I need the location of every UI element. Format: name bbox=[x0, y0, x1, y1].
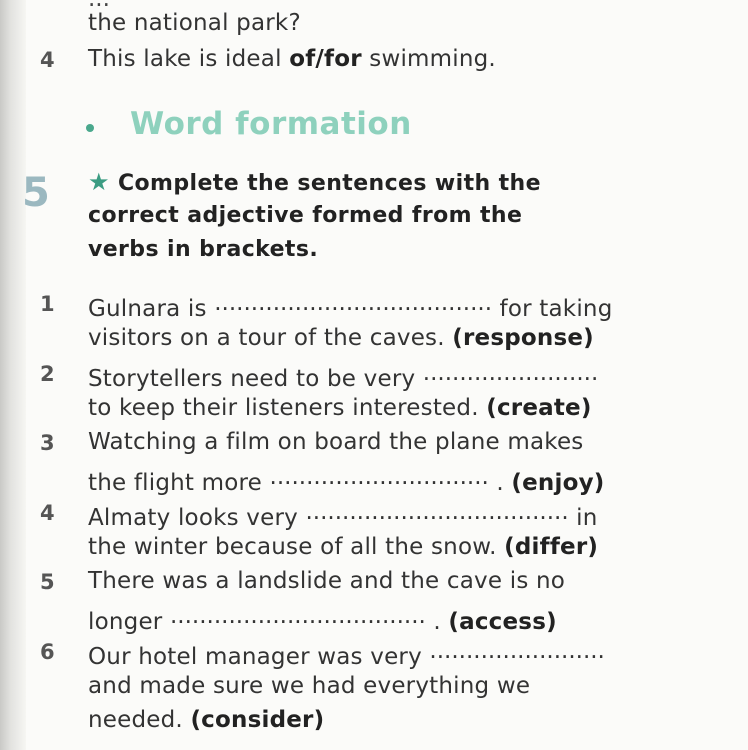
sentence-3-mid: . bbox=[488, 470, 512, 496]
prev-item-text: the national park? bbox=[88, 10, 301, 36]
sentence-5-word: (access) bbox=[448, 609, 557, 635]
sentence-6-number: 6 bbox=[40, 640, 55, 664]
exercise-number: 5 bbox=[22, 170, 50, 216]
prev-item-line bbox=[88, 10, 301, 36]
sentence-6-word: (consider) bbox=[190, 707, 325, 733]
answer-blank-2[interactable]: ........................ bbox=[422, 360, 599, 386]
sentence-2-number: 2 bbox=[40, 362, 55, 386]
sentence-6-line-3 bbox=[88, 707, 324, 733]
sentence-5-mid: . bbox=[425, 609, 449, 635]
sentence-3-line-2 bbox=[88, 464, 605, 496]
sentence-5-number: 5 bbox=[40, 570, 55, 594]
sentence-3-line-1 bbox=[88, 429, 583, 455]
instruction-line-1 bbox=[88, 168, 541, 196]
sentence-4-text-2: the winter because of all the snow. bbox=[88, 534, 497, 560]
sentence-2-text-2: to keep their listeners interested. bbox=[88, 395, 479, 421]
sentence-3-text-1: Watching a film on board the plane makes bbox=[88, 429, 584, 455]
sentence-3-pre: the flight more bbox=[88, 470, 270, 496]
sentence-5-line-2 bbox=[88, 603, 557, 635]
section-title: Word formation bbox=[130, 106, 412, 142]
prev-item-4 bbox=[88, 46, 496, 72]
sentence-6-line-1 bbox=[88, 638, 605, 670]
sentence-4-word: (differ) bbox=[504, 534, 599, 560]
sentence-1-line-1 bbox=[88, 290, 613, 322]
sentence-6-text-3: needed. bbox=[88, 707, 183, 733]
prev-item-number: 4 bbox=[40, 48, 55, 72]
sentence-2-line-1 bbox=[88, 360, 598, 392]
instruction-text-3: verbs in brackets. bbox=[88, 237, 319, 262]
instruction-text-1: Complete the sentences with the bbox=[117, 171, 541, 196]
page-gutter-shadow bbox=[0, 0, 26, 750]
answer-blank-1[interactable]: ...................................... bbox=[214, 290, 493, 316]
sentence-4-line-2 bbox=[88, 534, 598, 560]
sentence-5-line-1 bbox=[88, 568, 565, 594]
sentence-4-pre: Almaty looks very bbox=[88, 505, 306, 531]
sentence-5-text-1: There was a landslide and the cave is no bbox=[88, 568, 566, 594]
instruction-line-2 bbox=[88, 203, 522, 228]
sentence-6-line-2 bbox=[88, 673, 530, 699]
star-icon: ★ bbox=[88, 168, 110, 196]
instruction-line-3 bbox=[88, 237, 318, 262]
sentence-1-number: 1 bbox=[40, 292, 55, 316]
prev-item-4-pre: This lake is ideal bbox=[88, 46, 290, 72]
sentence-4-line-1 bbox=[88, 499, 598, 531]
sentence-6-pre: Our hotel manager was very bbox=[88, 644, 430, 670]
answer-blank-5[interactable]: ................................... bbox=[169, 603, 426, 629]
sentence-3-word: (enjoy) bbox=[511, 470, 605, 496]
sentence-1-text-2: visitors on a tour of the caves. bbox=[88, 325, 445, 351]
sentence-6-text-2: and made sure we had everything we bbox=[88, 673, 531, 699]
sentence-4-number: 4 bbox=[40, 501, 55, 525]
instruction-text-2: correct adjective formed from the bbox=[88, 203, 523, 228]
sentence-1-pre: Gulnara is bbox=[88, 296, 215, 322]
sentence-1-line-2 bbox=[88, 325, 594, 351]
sentence-2-pre: Storytellers need to be very bbox=[88, 366, 423, 392]
answer-blank-4[interactable]: .................................... bbox=[305, 499, 569, 525]
prev-item-4-post: swimming. bbox=[361, 46, 496, 72]
section-bullet bbox=[86, 124, 94, 132]
sentence-2-word: (create) bbox=[486, 395, 592, 421]
sentence-2-line-2 bbox=[88, 395, 592, 421]
prev-item-4-bold: of/for bbox=[289, 46, 362, 72]
sentence-3-number: 3 bbox=[40, 431, 55, 455]
answer-blank-6[interactable]: ........................ bbox=[429, 638, 605, 664]
sentence-5-pre: longer bbox=[88, 609, 170, 635]
answer-blank-3[interactable]: .............................. bbox=[269, 464, 489, 490]
sentence-1-word: (response) bbox=[452, 325, 594, 351]
sentence-4-post: in bbox=[568, 505, 598, 531]
sentence-1-post: for taking bbox=[492, 296, 613, 322]
